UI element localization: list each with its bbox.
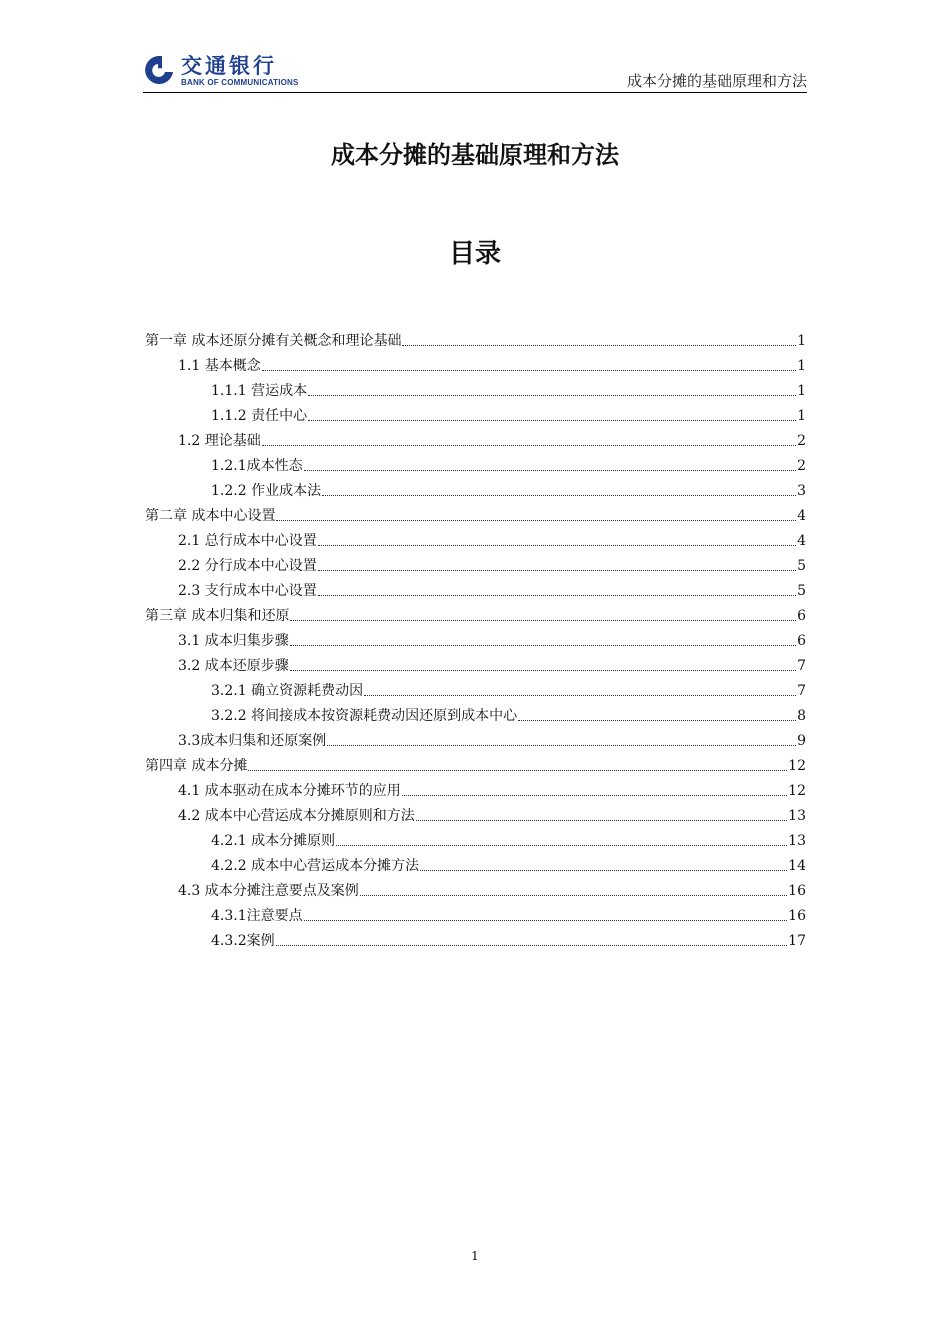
toc-entry-label: 第一章 成本还原分摊有关概念和理论基础	[145, 333, 402, 349]
logo-chinese-text: 交通银行	[181, 54, 277, 78]
toc-entry[interactable]	[145, 450, 806, 475]
toc-dot-leader	[360, 895, 787, 896]
toc-dot-leader	[308, 420, 796, 421]
toc-dot-leader	[402, 795, 787, 796]
toc-entry-label: 4.2 成本中心营运成本分摊原则和方法	[178, 808, 415, 824]
toc-entry-label: 3.2 成本还原步骤	[178, 658, 289, 674]
toc-entry[interactable]	[145, 550, 806, 575]
page-header	[143, 48, 807, 93]
toc-entry[interactable]	[145, 400, 806, 425]
page-number: 1	[471, 1249, 479, 1263]
toc-entry-page: 7	[797, 683, 806, 699]
toc-dot-leader	[276, 520, 796, 521]
toc-entry[interactable]	[145, 775, 806, 800]
toc-dot-leader	[318, 595, 796, 596]
toc-dot-leader	[327, 745, 796, 746]
document-title: 成本分摊的基础原理和方法	[331, 141, 619, 169]
toc-dot-leader	[364, 695, 796, 696]
toc-entry-page: 5	[797, 583, 806, 599]
toc-entry-label: 3.3成本归集和还原案例	[178, 733, 327, 749]
toc-entry-label: 4.1 成本驱动在成本分摊环节的应用	[178, 783, 401, 799]
toc-entry-page: 6	[797, 633, 806, 649]
toc-entry[interactable]	[145, 700, 806, 725]
toc-entry[interactable]	[145, 925, 806, 950]
running-header-title: 成本分摊的基础原理和方法	[626, 72, 807, 90]
toc-entry-label: 第二章 成本中心设置	[145, 508, 276, 524]
toc-entry-page: 1	[797, 333, 806, 349]
toc-entry-page: 17	[788, 933, 806, 949]
toc-entry-page: 12	[788, 783, 806, 799]
toc-dot-leader	[318, 570, 796, 571]
toc-entry[interactable]	[145, 325, 806, 350]
toc-entry-label: 4.2.2 成本中心营运成本分摊方法	[211, 858, 420, 874]
toc-entry-page: 5	[797, 558, 806, 574]
toc-dot-leader	[416, 820, 787, 821]
toc-entry-page: 6	[797, 608, 806, 624]
table-of-contents	[145, 325, 806, 950]
toc-entry-label: 2.2 分行成本中心设置	[178, 558, 317, 574]
bank-logo	[145, 50, 325, 90]
toc-dot-leader	[336, 845, 787, 846]
toc-entry-page: 7	[797, 658, 806, 674]
toc-entry[interactable]	[145, 425, 806, 450]
toc-entry-page: 16	[788, 883, 806, 899]
toc-entry-label: 2.1 总行成本中心设置	[178, 533, 317, 549]
toc-entry[interactable]	[145, 850, 806, 875]
toc-entry-page: 1	[797, 408, 806, 424]
toc-entry-label: 3.2.2 将间接成本按资源耗费动因还原到成本中心	[211, 708, 518, 724]
toc-entry[interactable]	[145, 525, 806, 550]
toc-entry[interactable]	[145, 875, 806, 900]
toc-entry[interactable]	[145, 900, 806, 925]
toc-dot-leader	[402, 345, 796, 346]
toc-entry[interactable]	[145, 600, 806, 625]
toc-entry-page: 14	[788, 858, 806, 874]
toc-entry-page: 13	[788, 833, 806, 849]
toc-entry[interactable]	[145, 800, 806, 825]
toc-entry-label: 1.2.1成本性态	[211, 458, 303, 474]
toc-entry[interactable]	[145, 625, 806, 650]
toc-entry-label: 4.3.1注意要点	[211, 908, 303, 924]
toc-entry-page: 9	[797, 733, 806, 749]
toc-dot-leader	[290, 645, 796, 646]
toc-dot-leader	[304, 470, 796, 471]
toc-entry-page: 3	[797, 483, 806, 499]
toc-dot-leader	[420, 870, 787, 871]
toc-entry-label: 1.1 基本概念	[178, 358, 261, 374]
toc-entry-page: 2	[797, 458, 806, 474]
toc-entry[interactable]	[145, 825, 806, 850]
toc-entry-label: 4.3.2案例	[211, 933, 275, 949]
toc-entry-label: 3.1 成本归集步骤	[178, 633, 289, 649]
toc-entry-page: 13	[788, 808, 806, 824]
bank-logo-icon	[145, 54, 175, 86]
toc-entry-page: 8	[797, 708, 806, 724]
toc-entry[interactable]	[145, 350, 806, 375]
toc-entry[interactable]	[145, 675, 806, 700]
toc-entry-page: 1	[797, 383, 806, 399]
toc-dot-leader	[290, 670, 796, 671]
toc-entry-page: 1	[797, 358, 806, 374]
toc-entry-label: 第四章 成本分摊	[145, 758, 248, 774]
toc-entry-label: 第三章 成本归集和还原	[145, 608, 290, 624]
toc-entry-page: 16	[788, 908, 806, 924]
toc-entry-page: 2	[797, 433, 806, 449]
toc-entry-label: 2.3 支行成本中心设置	[178, 583, 317, 599]
toc-entry[interactable]	[145, 750, 806, 775]
toc-entry-label: 3.2.1 确立资源耗费动因	[211, 683, 364, 699]
toc-entry[interactable]	[145, 575, 806, 600]
toc-entry[interactable]	[145, 650, 806, 675]
toc-entry-label: 1.1.1 营运成本	[211, 383, 308, 399]
toc-dot-leader	[262, 445, 796, 446]
toc-entry-page: 4	[797, 508, 806, 524]
toc-entry-label: 1.1.2 责任中心	[211, 408, 308, 424]
toc-entry-label: 1.2.2 作业成本法	[211, 483, 322, 499]
toc-entry-label: 1.2 理论基础	[178, 433, 261, 449]
toc-dot-leader	[518, 720, 796, 721]
toc-entry-page: 12	[788, 758, 806, 774]
toc-dot-leader	[276, 945, 788, 946]
toc-entry[interactable]	[145, 375, 806, 400]
toc-heading: 目录	[448, 239, 501, 269]
toc-dot-leader	[318, 545, 796, 546]
toc-dot-leader	[304, 920, 788, 921]
toc-dot-leader	[290, 620, 796, 621]
toc-dot-leader	[308, 395, 796, 396]
logo-english-text: BANK OF COMMUNICATIONS	[181, 78, 299, 87]
toc-dot-leader	[262, 370, 796, 371]
toc-entry-label: 4.3 成本分摊注意要点及案例	[178, 883, 359, 899]
toc-entry-label: 4.2.1 成本分摊原则	[211, 833, 336, 849]
toc-entry[interactable]	[145, 500, 806, 525]
toc-dot-leader	[248, 770, 787, 771]
toc-dot-leader	[322, 495, 796, 496]
toc-entry[interactable]	[145, 475, 806, 500]
toc-entry[interactable]	[145, 725, 806, 750]
toc-entry-page: 4	[797, 533, 806, 549]
